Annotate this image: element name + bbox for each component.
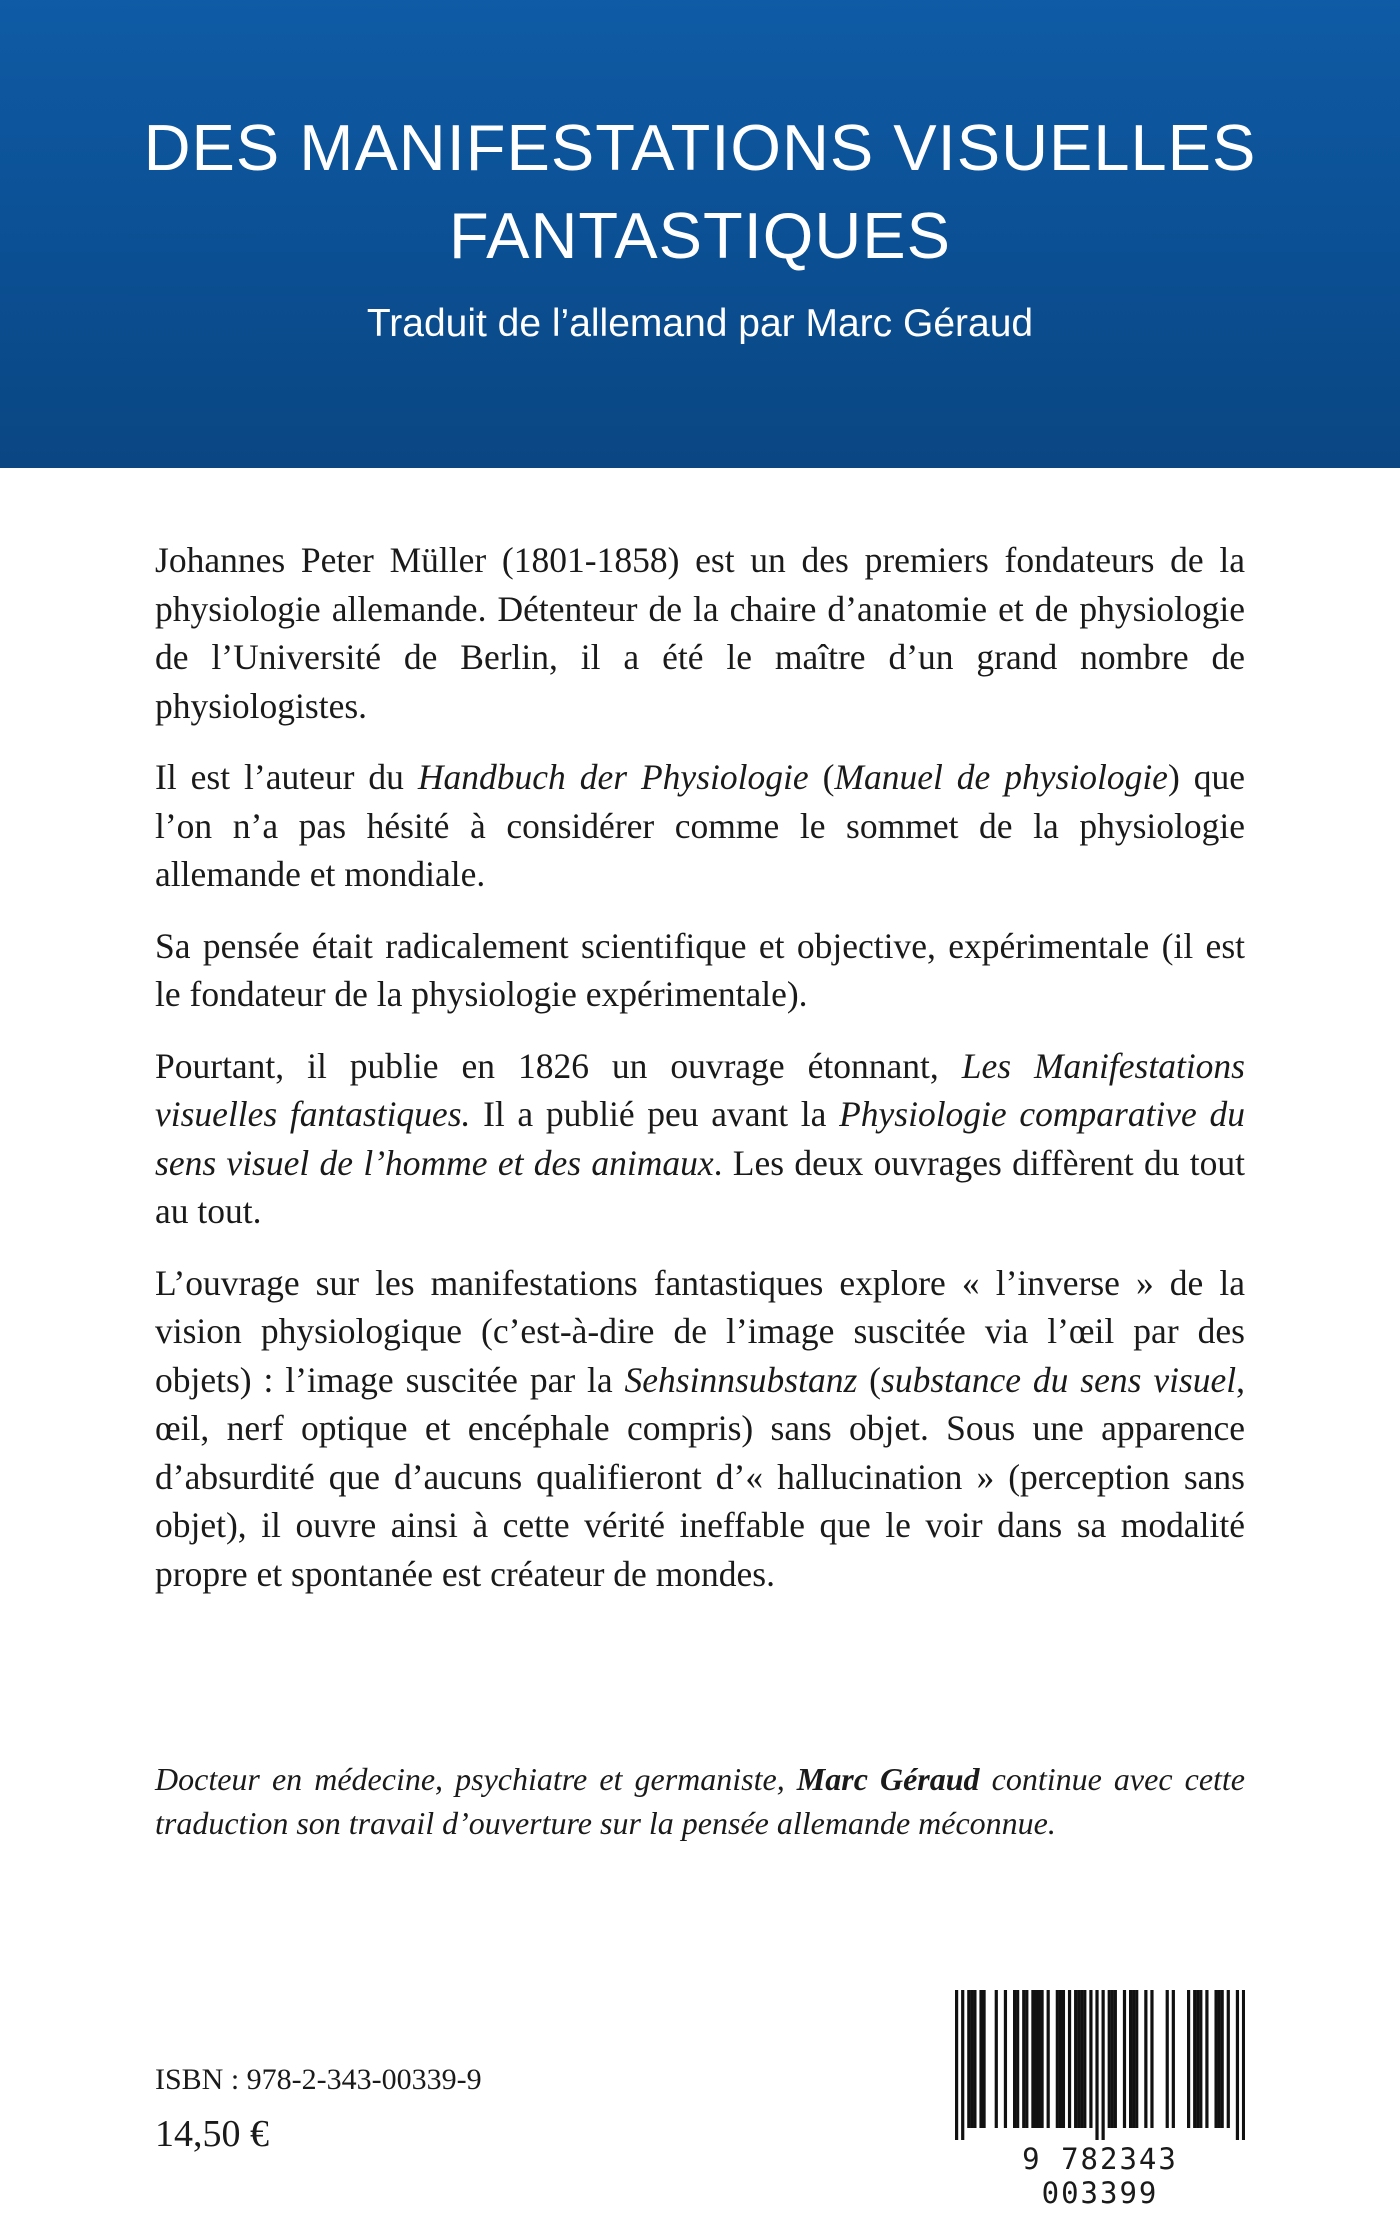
barcode-bar <box>1221 1990 1224 2128</box>
blurb-book-title: Les Manifestations visuelles fantastiques. <box>155 1045 1245 1134</box>
barcode-bar <box>973 1990 976 2128</box>
barcode-bar <box>1129 1990 1132 2128</box>
price: 14,50 € <box>155 2113 269 2155</box>
barcode-bar <box>1068 1990 1071 2128</box>
translator-note-text: Docteur en médecine, psychiatre et germaniste, <box>155 1761 797 1797</box>
blurb-term: substance du sens visuel <box>881 1359 1237 1400</box>
barcode-bar <box>1062 1990 1065 2128</box>
barcode-bar <box>1077 1990 1080 2128</box>
blurb-text: Il a publié peu avant la <box>470 1094 840 1134</box>
barcode-bars <box>955 1990 1245 2140</box>
barcode-bar <box>967 1990 970 2128</box>
barcode-bar <box>1022 1990 1025 2128</box>
barcode-bar <box>979 1990 982 2128</box>
translator-credit: Traduit de l’allemand par Marc Géraud <box>366 302 1034 345</box>
isbn: ISBN : 978-2-343-00339-9 <box>155 2063 482 2096</box>
barcode-bar <box>1123 1990 1126 2128</box>
barcode-bar <box>1083 1990 1086 2128</box>
blurb-book-title: Physiologie comparative du sens visuel de l’homme et des animaux <box>155 1094 1245 1183</box>
barcode-bar <box>1089 1990 1092 2128</box>
barcode-bar <box>1205 1990 1208 2128</box>
barcode-bar <box>1059 1990 1062 2128</box>
barcode-bar <box>1056 1990 1059 2128</box>
translator-name: Marc Géraud <box>796 1761 980 1797</box>
barcode-bar <box>1074 1990 1077 2128</box>
barcode-bar <box>1031 1990 1034 2128</box>
barcode-bar <box>1037 1990 1040 2128</box>
blurb-paragraph-1: Johannes Peter Müller (1801-1858) est un des premiers fondateurs de la physiologie allemande. Détenteur de la chaire d’anatomie et de physiologie de l’Université de Berlin, il a été le maître d’un grand nombre de physiologistes. <box>155 540 1245 726</box>
barcode-bar <box>1172 1990 1175 2128</box>
blurb-text: , œil, nerf optique et encéphale compris) sans objet. Sous une apparence d’absurdité que d’aucuns qualifieront d’« hallucination » (perception sans objet), il ouvre ainsi à cette vérité ineffable que le voir dans sa modalité propre et spontanée est créateur de mondes. <box>155 1359 1245 1594</box>
barcode-bar <box>1095 1990 1098 2140</box>
barcode-bar <box>961 1990 964 2140</box>
blurb-text: ( <box>857 1359 882 1400</box>
barcode-bar <box>1187 1990 1190 2128</box>
translator-note-text: continue avec cette traduction son travail d’ouverture sur la pensée allemande méconnue. <box>155 1761 1246 1841</box>
barcode-bar <box>1108 1990 1111 2128</box>
blurb-paragraph-3: Sa pensée était radicalement scientifique et objective, expérimentale (il est le fondateur de la physiologie expérimentale). <box>155 925 1245 1014</box>
barcode-bar <box>1004 1990 1007 2128</box>
barcode-bar <box>1016 1990 1019 2128</box>
barcode-digits: 9 782343 003399 <box>1022 2142 1178 2210</box>
barcode-bar <box>1034 1990 1037 2128</box>
barcode-bar <box>982 1990 985 2128</box>
book-title-line-1: DES MANIFESTATIONS VISUELLES <box>143 111 1257 184</box>
blurb-paragraph-2 <box>155 753 1245 899</box>
barcode-bar <box>1102 1990 1105 2140</box>
barcode-bar <box>1227 1990 1230 2128</box>
barcode-bar <box>995 1990 998 2128</box>
blurb-text: . Les deux ouvrages diffèrent du tout au tout. <box>155 1142 1245 1231</box>
barcode-bar <box>1013 1990 1016 2128</box>
barcode-bar <box>1025 1990 1028 2128</box>
blurb-paragraph-4 <box>155 1042 1245 1236</box>
translator-note <box>155 1757 1245 1845</box>
barcode-bar <box>1080 1990 1083 2128</box>
blurb-paragraph-5 <box>155 1259 1245 1599</box>
barcode-bar <box>1114 1990 1117 2128</box>
barcode-bar <box>1144 1990 1147 2128</box>
blurb-term: Sehsinnsubstanz <box>624 1359 858 1400</box>
barcode-bar <box>1047 1990 1050 2128</box>
blurb-book-title: Handbuch der Physiologie <box>417 757 809 797</box>
barcode-bar <box>1236 1990 1239 2140</box>
barcode <box>955 1990 1245 2210</box>
blurb-text: L’ouvrage sur les manifestations fantastiques explore « l’inverse » de la vision physiologique (c’est-à-dire de l’image suscitée via l’œil par des objets) : l’image suscitée par la <box>155 1262 1245 1400</box>
barcode-bar <box>1040 1990 1043 2128</box>
barcode-bar <box>955 1990 958 2140</box>
barcode-bar <box>1150 1990 1153 2128</box>
book-title-line-2: FANTASTIQUES <box>449 199 951 272</box>
blurb-text: ( <box>808 757 835 797</box>
blurb-text: Il est l’auteur du <box>155 757 418 797</box>
barcode-bar <box>1111 1990 1114 2128</box>
barcode-bar <box>1218 1990 1221 2128</box>
barcode-bar <box>1132 1990 1135 2128</box>
barcode-bar <box>1135 1990 1138 2128</box>
barcode-bar <box>1166 1990 1169 2128</box>
barcode-bar <box>1193 1990 1196 2128</box>
barcode-bar <box>1199 1990 1202 2128</box>
blurb-text: ) que l’on n’a pas hésité à considérer comme le sommet de la physiologie allemande et mondiale. <box>155 757 1245 894</box>
blurb-book-title: Manuel de physiologie <box>834 757 1168 797</box>
barcode-bar <box>1196 1990 1199 2128</box>
back-cover-blurb <box>155 536 1245 1621</box>
blurb-text: Pourtant, il publie en 1826 un ouvrage étonnant, <box>155 1045 962 1086</box>
barcode-bar <box>1214 1990 1217 2128</box>
barcode-bar <box>970 1990 973 2128</box>
book-title <box>100 104 1300 280</box>
barcode-bar <box>1242 1990 1245 2140</box>
